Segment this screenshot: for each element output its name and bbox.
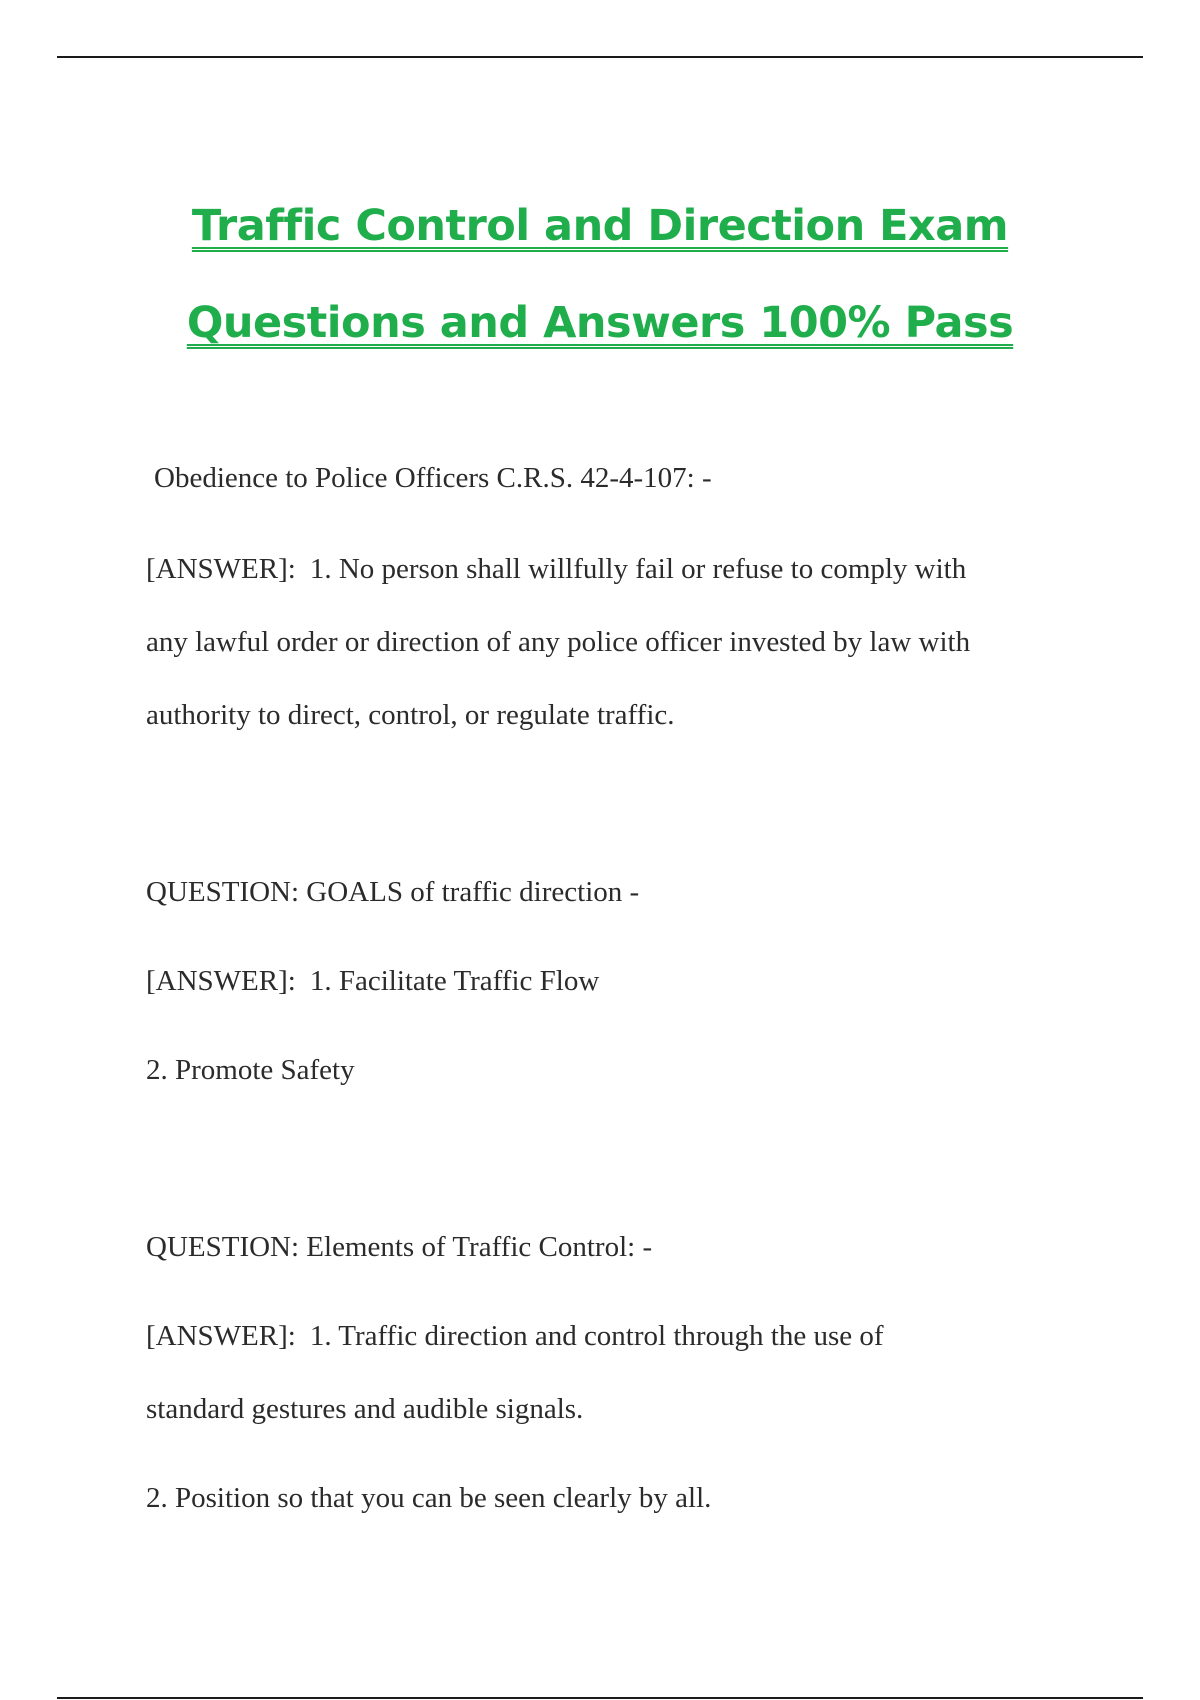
bottom-rule bbox=[57, 1697, 1143, 1699]
document-title bbox=[0, 178, 1200, 372]
title-line-1: Traffic Control and Direction Exam bbox=[191, 201, 1009, 251]
answer-3-line-3: 2. Position so that you can be seen clearly by all. bbox=[146, 1482, 712, 1514]
answer-1-line-3: authority to direct, control, or regulate traffic. bbox=[146, 699, 675, 731]
answer-label: [ANSWER]: bbox=[146, 553, 296, 585]
question-2: QUESTION: GOALS of traffic direction - bbox=[146, 876, 640, 908]
answer-2-line-2: 2. Promote Safety bbox=[146, 1054, 355, 1086]
question-3: QUESTION: Elements of Traffic Control: - bbox=[146, 1231, 653, 1263]
answer-3-line-2: standard gestures and audible signals. bbox=[146, 1393, 584, 1425]
answer-3-line-1: [ANSWER]: 1. Traffic direction and control through the use of bbox=[146, 1320, 884, 1352]
answer-label: [ANSWER]: bbox=[146, 965, 296, 997]
answer-label: [ANSWER]: bbox=[146, 1320, 296, 1352]
answer-2-line-1: [ANSWER]: 1. Facilitate Traffic Flow bbox=[146, 965, 600, 997]
question-1: Obedience to Police Officers C.R.S. 42-4-107: - bbox=[154, 462, 712, 494]
top-rule bbox=[57, 56, 1143, 58]
title-line-2: Questions and Answers 100% Pass bbox=[186, 298, 1014, 348]
answer-1-line-1: [ANSWER]: 1. No person shall willfully fail or refuse to comply with bbox=[146, 553, 967, 585]
answer-1-line-2: any lawful order or direction of any police officer invested by law with bbox=[146, 626, 971, 658]
